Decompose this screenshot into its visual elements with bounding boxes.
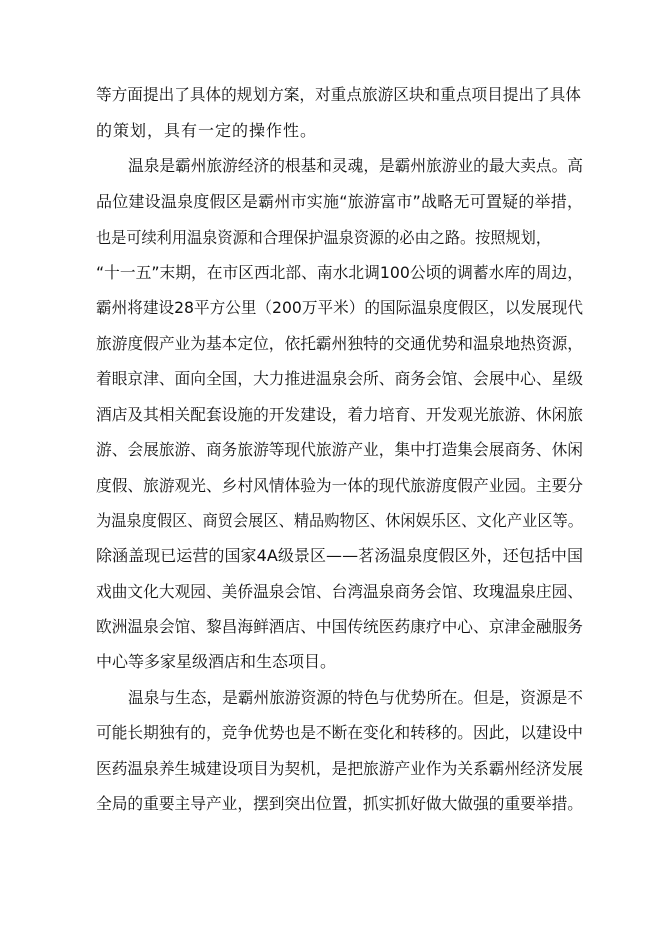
text-line-4: 品位建设温泉度假区是霸州市实施“旅游富市”战略无可置疑的举措， [96,192,584,211]
text-line-14: 除涵盖现已运营的国家4A级景区——茗汤温泉度假区外，还包括中国 [96,546,584,565]
text-line-13: 为温泉度假区、商贸会展区、精品购物区、休闲娱乐区、文化产业区等。 [96,511,583,530]
text-line-3: 温泉是霸州旅游经济的根基和灵魂，是霸州旅游业的最大卖点。高 [128,156,583,175]
text-line-9: 着眼京津、面向全国，大力推进温泉会所、商务会馆、会展中心、星级 [96,369,583,388]
text-line-7: 霸州将建设28平方公里（200万平米）的国际温泉度假区，以发展现代 [96,298,583,317]
text-line-16: 欧洲温泉会馆、黎昌海鲜酒店、中国传统医药康疗中心、京津金融服务 [96,617,583,636]
text-line-18: 温泉与生态，是霸州旅游资源的特色与优势所在。但是，资源是不 [128,688,583,707]
text-line-21: 全局的重要主导产业，摆到突出位置，抓实抓好做大做强的重要举措。 [96,794,583,813]
text-line-19: 可能长期独有的，竞争优势也是不断在变化和转移的。因此，以建设中 [96,723,583,742]
text-line-8: 旅游度假产业为基本定位，依托霸州独特的交通优势和温泉地热资源， [96,334,583,353]
text-line-11: 游、会展旅游、商务旅游等现代旅游产业，集中打造集会展商务、休闲 [96,440,583,459]
text-line-15: 戏曲文化大观园、美侨温泉会馆、台湾温泉商务会馆、玫瑰温泉庄园、 [96,582,583,601]
text-line-5: 也是可续利用温泉资源和合理保护温泉资源的必由之路。按照规划， [96,228,551,247]
text-line-1: 等方面提出了具体的规划方案，对重点旅游区块和重点项目提出了具体 [96,85,581,104]
text-line-6: “十一五”末期，在市区西北部、南水北调100公顷的调蓄水库的周边， [96,263,583,282]
text-line-10: 酒店及其相关配套设施的开发建设，着力培育、开发观光旅游、休闲旅 [96,405,583,424]
text-line-2: 的策划，具有一定的操作性。 [96,121,317,140]
text-line-20: 医药温泉养生城建设项目为契机，是把旅游产业作为关系霸州经济发展 [96,759,583,778]
text-line-17: 中心等多家星级酒店和生态项目。 [96,652,336,671]
text-line-12: 度假、旅游观光、乡村风情体验为一体的现代旅游度假产业园。主要分 [96,476,583,495]
